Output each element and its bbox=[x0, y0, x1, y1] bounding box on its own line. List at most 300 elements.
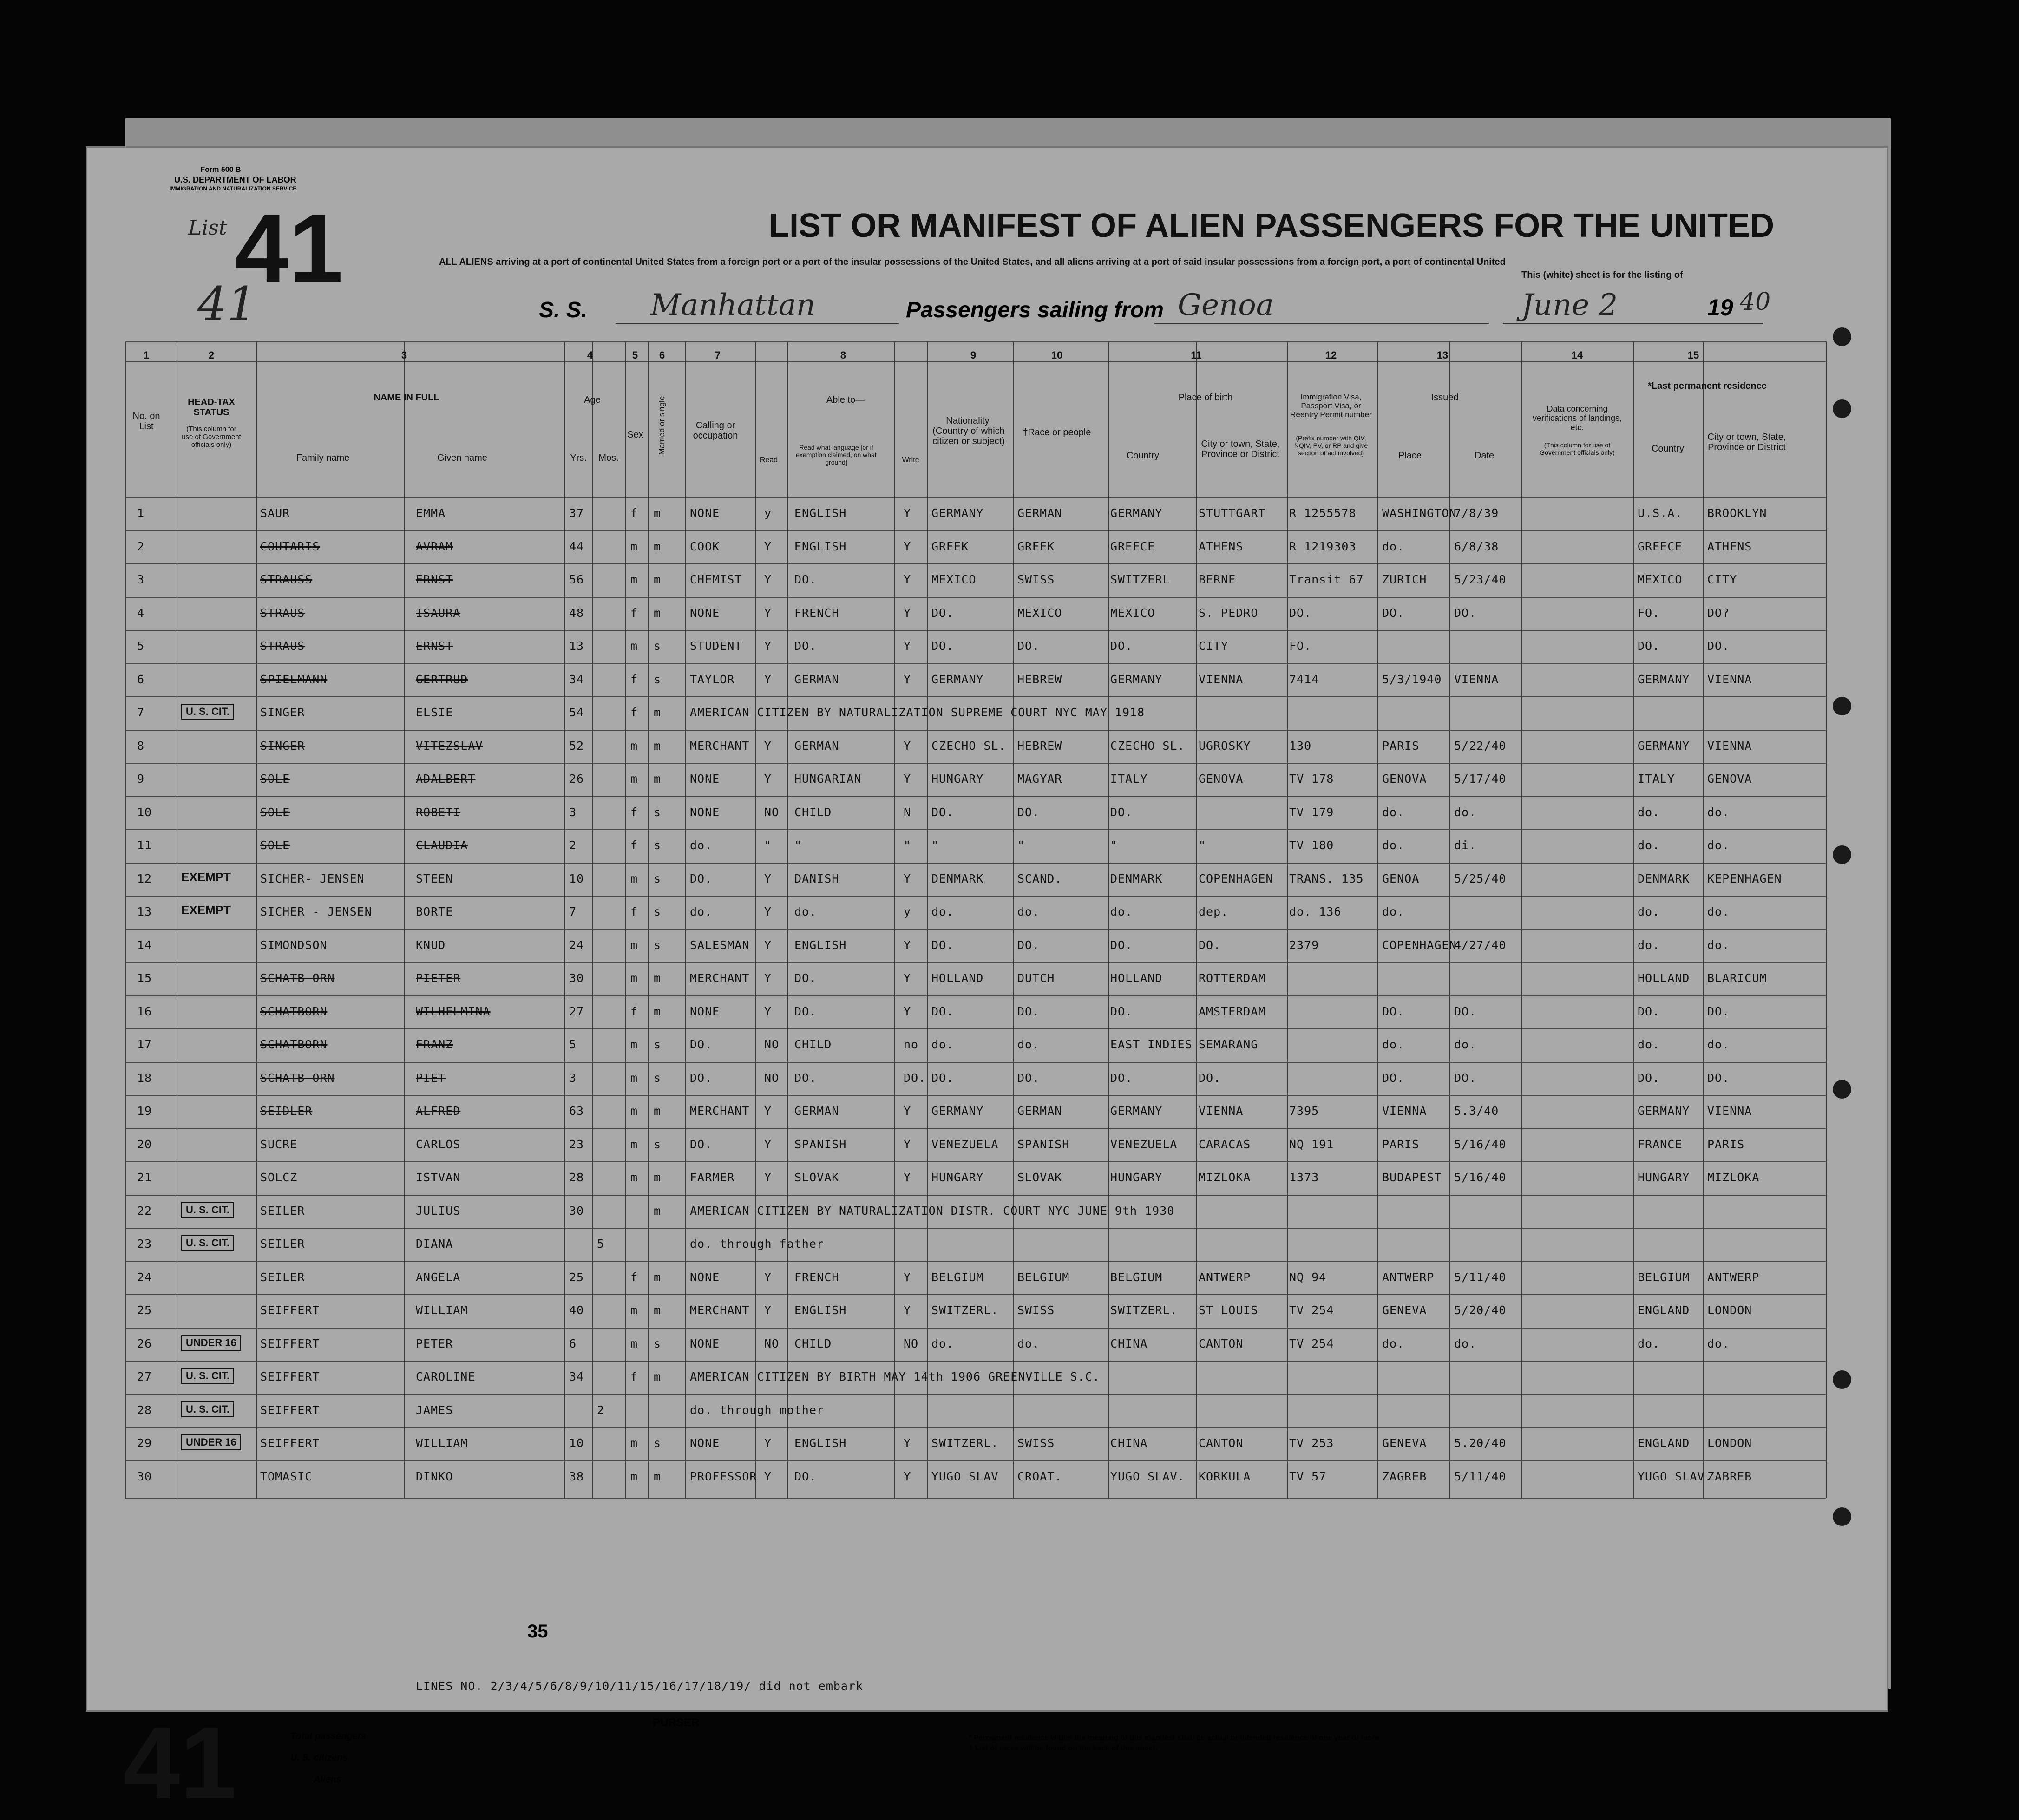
col-number: 3 bbox=[401, 349, 407, 361]
cell-rc: MEXICO bbox=[1638, 573, 1683, 586]
cell-race: SLOVAK bbox=[1017, 1171, 1062, 1184]
cell-visa: TV 254 bbox=[1289, 1336, 1334, 1350]
cell-given: ISAURA bbox=[416, 606, 461, 620]
cell-sex: m bbox=[630, 1469, 638, 1483]
cell-sex: m bbox=[630, 739, 638, 753]
cell-read: NO bbox=[764, 1336, 780, 1350]
cell-bcity: GENOVA bbox=[1199, 772, 1244, 786]
cell-occ: NONE bbox=[690, 1004, 720, 1018]
row-number: 28 bbox=[137, 1403, 152, 1417]
cell-occ: AMERICAN CITIZEN BY NATURALIZATION SUPREME COURT NYC MAY 1918 bbox=[690, 706, 1145, 719]
cell-given: DINKO bbox=[416, 1469, 453, 1483]
cell-yrs: 28 bbox=[569, 1171, 584, 1184]
cell-lang: CHILD bbox=[794, 805, 832, 819]
hdr-birth-city: City or town, State, Province or District bbox=[1201, 439, 1280, 459]
cell-race: DUTCH bbox=[1017, 971, 1055, 985]
punch-hole bbox=[1833, 1080, 1851, 1099]
grid-line bbox=[125, 696, 1826, 697]
cell-rcity: PARIS bbox=[1707, 1137, 1745, 1151]
cell-visa: TRANS. 135 bbox=[1289, 871, 1364, 885]
cell-sex: m bbox=[630, 1038, 638, 1051]
cell-fam: SOLE bbox=[260, 838, 290, 852]
cell-bc: BELGIUM bbox=[1110, 1270, 1163, 1284]
cell-bcity: BERNE bbox=[1199, 573, 1236, 586]
cell-fam: SCHATBORN bbox=[260, 1004, 328, 1018]
cell-lang: ENGLISH bbox=[794, 1436, 847, 1450]
cell-occ: DO. bbox=[690, 1038, 713, 1051]
grid-line bbox=[1108, 341, 1109, 1498]
cell-iplace: ZURICH bbox=[1382, 573, 1427, 586]
head-tax-status-stamp: U. S. CIT. bbox=[181, 1401, 234, 1417]
cell-nat: SWITZERL. bbox=[931, 1303, 999, 1317]
cell-bc: GERMANY bbox=[1110, 506, 1163, 520]
cell-write: " bbox=[904, 838, 911, 852]
col-number: 12 bbox=[1325, 349, 1337, 361]
cell-ms: s bbox=[654, 672, 662, 686]
cell-ms: s bbox=[654, 905, 662, 918]
grid-line bbox=[125, 1028, 1826, 1029]
cell-sex: f bbox=[630, 1370, 638, 1383]
cell-rc: do. bbox=[1638, 838, 1660, 852]
cell-rc: ENGLAND bbox=[1638, 1303, 1690, 1317]
cell-iplace: do. bbox=[1382, 805, 1405, 819]
ship-underline bbox=[616, 323, 899, 324]
hdr-married: Married or single bbox=[657, 396, 666, 455]
cell-idate: do. bbox=[1454, 805, 1477, 819]
cell-given: DIANA bbox=[416, 1237, 453, 1250]
cell-read: Y bbox=[764, 539, 772, 553]
list-number: 41 bbox=[235, 194, 343, 303]
cell-bcity: VIENNA bbox=[1199, 1104, 1244, 1118]
cell-lang: FRENCH bbox=[794, 1270, 839, 1284]
cell-given: CLAUDIA bbox=[416, 838, 468, 852]
cell-given: PIETER bbox=[416, 971, 461, 985]
cell-race: do. bbox=[1017, 905, 1040, 918]
cell-rc: do. bbox=[1638, 805, 1660, 819]
cell-lang: DANISH bbox=[794, 871, 839, 885]
grid-line bbox=[1287, 341, 1288, 1498]
cell-nat: DO. bbox=[931, 938, 954, 952]
cell-rcity: VIENNA bbox=[1707, 672, 1752, 686]
cell-bcity: AMSTERDAM bbox=[1199, 1004, 1266, 1018]
row-number: 24 bbox=[137, 1270, 152, 1284]
cell-write: Y bbox=[904, 1303, 911, 1317]
cell-fam: COUTARIS bbox=[260, 539, 320, 553]
cell-visa: NQ 191 bbox=[1289, 1137, 1334, 1151]
cell-write: y bbox=[904, 905, 911, 918]
grid-line bbox=[1826, 341, 1827, 1498]
cell-sex: m bbox=[630, 1104, 638, 1118]
cell-bcity: ST LOUIS bbox=[1199, 1303, 1259, 1317]
cell-rc: GREECE bbox=[1638, 539, 1683, 553]
grid-line bbox=[125, 530, 1826, 531]
cell-read: Y bbox=[764, 905, 772, 918]
cell-yrs: 37 bbox=[569, 506, 584, 520]
cell-yrs: 27 bbox=[569, 1004, 584, 1018]
cell-fam: STRAUSS bbox=[260, 573, 313, 586]
cell-ms: m bbox=[654, 1303, 662, 1317]
cell-visa: R 1255578 bbox=[1289, 506, 1357, 520]
cell-visa: TV 179 bbox=[1289, 805, 1334, 819]
hdr-last-residence: *Last permanent residence bbox=[1648, 381, 1767, 391]
cell-idate: 5/25/40 bbox=[1454, 871, 1507, 885]
cell-visa: 1373 bbox=[1289, 1171, 1319, 1184]
cell-bcity: CARACAS bbox=[1199, 1137, 1251, 1151]
cell-occ: NONE bbox=[690, 506, 720, 520]
row-number: 2 bbox=[137, 539, 145, 553]
cell-given: GERTRUD bbox=[416, 672, 468, 686]
cell-nat: HUNGARY bbox=[931, 772, 984, 786]
cell-lang: DO. bbox=[794, 573, 817, 586]
cell-read: " bbox=[764, 838, 772, 852]
cell-sex: f bbox=[630, 838, 638, 852]
col-number: 1 bbox=[143, 349, 150, 361]
cell-rcity: DO. bbox=[1707, 1071, 1730, 1085]
head-tax-status-stamp: U. S. CIT. bbox=[181, 704, 234, 720]
cell-fam: SEILER bbox=[260, 1204, 305, 1218]
cell-nat: do. bbox=[931, 1038, 954, 1051]
row-number: 17 bbox=[137, 1038, 152, 1051]
cell-write: Y bbox=[904, 1137, 911, 1151]
grid-line bbox=[125, 829, 1826, 830]
cell-yrs: 63 bbox=[569, 1104, 584, 1118]
cell-occ: AMERICAN CITIZEN BY NATURALIZATION DISTR. COURT NYC JUNE 9th 1930 bbox=[690, 1204, 1175, 1218]
cell-yrs: 30 bbox=[569, 1204, 584, 1218]
cell-race: GERMAN bbox=[1017, 1104, 1062, 1118]
hdr-family-name: Family name bbox=[296, 453, 350, 463]
grid-line bbox=[256, 341, 257, 1498]
col-number: 14 bbox=[1571, 349, 1583, 361]
cell-bcity: dep. bbox=[1199, 905, 1229, 918]
cell-idate: 4/27/40 bbox=[1454, 938, 1507, 952]
grid-line bbox=[125, 796, 1826, 797]
cell-ms: m bbox=[654, 971, 662, 985]
cell-fam: STRAUS bbox=[260, 606, 305, 620]
cell-sex: f bbox=[630, 805, 638, 819]
cell-ms: m bbox=[654, 573, 662, 586]
cell-given: WILHELMINA bbox=[416, 1004, 491, 1018]
cell-ms: m bbox=[654, 539, 662, 553]
row-number: 30 bbox=[137, 1469, 152, 1483]
cell-given: CARLOS bbox=[416, 1137, 461, 1151]
cell-fam: SPIELMANN bbox=[260, 672, 328, 686]
hdr-verifications: Data concerning verifications of landings, etc. bbox=[1532, 404, 1622, 432]
cell-idate: 5/11/40 bbox=[1454, 1469, 1507, 1483]
manifest-sheet bbox=[86, 146, 1888, 1820]
grid-line bbox=[125, 1261, 1826, 1262]
cell-fam: SEIDLER bbox=[260, 1104, 313, 1118]
cell-sex: m bbox=[630, 1171, 638, 1184]
cell-given: EMMA bbox=[416, 506, 446, 520]
row-number: 7 bbox=[137, 706, 145, 719]
cell-iplace: do. bbox=[1382, 905, 1405, 918]
cell-fam: SUCRE bbox=[260, 1137, 298, 1151]
hdr-head-tax: HEAD-TAX STATUS bbox=[188, 397, 235, 418]
cell-iplace: GENOA bbox=[1382, 871, 1420, 885]
row-number: 25 bbox=[137, 1303, 152, 1317]
grid-line bbox=[125, 1361, 1826, 1362]
cell-ms: s bbox=[654, 1336, 662, 1350]
page-title: LIST OR MANIFEST OF ALIEN PASSENGERS FOR THE UNITED bbox=[769, 207, 1775, 244]
cell-bc: DO. bbox=[1110, 1004, 1133, 1018]
hdr-head-tax-note: (This column for use of Government officials only) bbox=[182, 425, 241, 449]
row-number: 4 bbox=[137, 606, 145, 620]
grid-line bbox=[125, 1394, 1826, 1395]
cell-occ: COOK bbox=[690, 539, 720, 553]
cell-nat: " bbox=[931, 838, 939, 852]
hdr-able-to: Able to— bbox=[826, 395, 865, 405]
cell-idate: 5/22/40 bbox=[1454, 739, 1507, 753]
cell-write: Y bbox=[904, 1171, 911, 1184]
head-tax-status-stamp: U. S. CIT. bbox=[181, 1235, 234, 1251]
cell-given: ADALBERT bbox=[416, 772, 476, 786]
cell-lang: CHILD bbox=[794, 1336, 832, 1350]
row-number: 20 bbox=[137, 1137, 152, 1151]
cell-race: do. bbox=[1017, 1038, 1040, 1051]
cell-bc: YUGO SLAV. bbox=[1110, 1469, 1185, 1483]
cell-sex: m bbox=[630, 573, 638, 586]
hdr-read-language: Read what language [or if exemption claimed, on what ground] bbox=[796, 444, 877, 466]
cell-read: Y bbox=[764, 672, 772, 686]
cell-bc: GERMANY bbox=[1110, 672, 1163, 686]
cell-occ: AMERICAN CITIZEN BY BIRTH MAY 14th 1906 GREENVILLE S.C. bbox=[690, 1370, 1100, 1383]
cell-race: DO. bbox=[1017, 1071, 1040, 1085]
cell-ms: m bbox=[654, 1270, 662, 1284]
cell-iplace: do. bbox=[1382, 838, 1405, 852]
cell-yrs: 54 bbox=[569, 706, 584, 719]
cell-fam: TOMASIC bbox=[260, 1469, 313, 1483]
col-number: 5 bbox=[632, 349, 638, 361]
cell-given: PETER bbox=[416, 1336, 453, 1350]
row-number: 13 bbox=[137, 905, 152, 918]
cell-race: SWISS bbox=[1017, 1436, 1055, 1450]
cell-occ: MERCHANT bbox=[690, 1104, 750, 1118]
cell-yrs: 5 bbox=[569, 1038, 577, 1051]
cell-given: ROBETI bbox=[416, 805, 461, 819]
cell-fam: SEIFFERT bbox=[260, 1336, 320, 1350]
cell-lang: FRENCH bbox=[794, 606, 839, 620]
cell-race: HEBREW bbox=[1017, 672, 1062, 686]
cell-sex: m bbox=[630, 1303, 638, 1317]
cell-occ: FARMER bbox=[690, 1171, 735, 1184]
grid-line bbox=[125, 1294, 1826, 1295]
cell-fam: SEILER bbox=[260, 1270, 305, 1284]
grid-line bbox=[125, 1195, 1826, 1196]
cell-fam: STRAUS bbox=[260, 639, 305, 653]
cell-rcity: do. bbox=[1707, 938, 1730, 952]
cell-ms: m bbox=[654, 739, 662, 753]
grid-line bbox=[1521, 341, 1522, 1498]
hdr-birth-country: Country bbox=[1126, 451, 1160, 461]
cell-occ: MERCHANT bbox=[690, 971, 750, 985]
cell-bc: DO. bbox=[1110, 1071, 1133, 1085]
cell-read: Y bbox=[764, 1303, 772, 1317]
cell-fam: SOLCZ bbox=[260, 1171, 298, 1184]
cell-ms: m bbox=[654, 606, 662, 620]
cell-nat: DENMARK bbox=[931, 871, 984, 885]
cell-fam: SICHER - JENSEN bbox=[260, 905, 372, 918]
cell-bcity: CITY bbox=[1199, 639, 1229, 653]
cell-bcity: S. PEDRO bbox=[1199, 606, 1259, 620]
grid-line bbox=[125, 1498, 1826, 1499]
head-tax-status-stamp: U. S. CIT. bbox=[181, 1202, 234, 1218]
hdr-name-in-full: NAME IN FULL bbox=[374, 393, 439, 403]
cell-iplace: BUDAPEST bbox=[1382, 1171, 1442, 1184]
cell-lang: CHILD bbox=[794, 1038, 832, 1051]
cell-nat: DO. bbox=[931, 606, 954, 620]
cell-idate: DO. bbox=[1454, 1071, 1477, 1085]
cell-yrs: 34 bbox=[569, 672, 584, 686]
cell-write: Y bbox=[904, 672, 911, 686]
cell-ms: m bbox=[654, 1204, 662, 1218]
cell-idate: do. bbox=[1454, 1336, 1477, 1350]
cell-race: DO. bbox=[1017, 938, 1040, 952]
cell-occ: DO. bbox=[690, 1137, 713, 1151]
cell-bc: CHINA bbox=[1110, 1336, 1148, 1350]
hdr-race: †Race or people bbox=[1023, 427, 1091, 438]
cell-occ: NONE bbox=[690, 1336, 720, 1350]
grid-line bbox=[404, 341, 405, 1498]
cell-visa: R 1219303 bbox=[1289, 539, 1357, 553]
cell-race: MEXICO bbox=[1017, 606, 1062, 620]
aliens-label: Aliens bbox=[314, 1774, 342, 1785]
cell-rc: ITALY bbox=[1638, 772, 1675, 786]
cell-visa: 7414 bbox=[1289, 672, 1319, 686]
cell-occ: do. through father bbox=[690, 1237, 824, 1250]
hdr-issued-place: Place bbox=[1398, 451, 1422, 461]
hdr-verifications-note: (This column for use of Government officials only) bbox=[1540, 441, 1615, 456]
cell-rcity: DO? bbox=[1707, 606, 1730, 620]
hdr-nationality: Nationality. (Country of which citizen or subject) bbox=[932, 416, 1005, 446]
grid-line bbox=[125, 497, 1826, 498]
cell-iplace: do. bbox=[1382, 1038, 1405, 1051]
cell-bc: CHINA bbox=[1110, 1436, 1148, 1450]
cell-bc: do. bbox=[1110, 905, 1133, 918]
col-number: 4 bbox=[587, 349, 593, 361]
cell-nat: MEXICO bbox=[931, 573, 977, 586]
grid-line bbox=[755, 341, 756, 1498]
cell-lang: SPANISH bbox=[794, 1137, 847, 1151]
cell-write: Y bbox=[904, 971, 911, 985]
row-number: 6 bbox=[137, 672, 145, 686]
cell-rc: do. bbox=[1638, 905, 1660, 918]
cell-yrs: 13 bbox=[569, 639, 584, 653]
cell-idate: 5/16/40 bbox=[1454, 1137, 1507, 1151]
cell-fam: SAUR bbox=[260, 506, 290, 520]
cell-fam: SEIFFERT bbox=[260, 1303, 320, 1317]
hdr-no-on-list: No. on List bbox=[132, 411, 160, 432]
cell-given: ALFRED bbox=[416, 1104, 461, 1118]
cell-rcity: GENOVA bbox=[1707, 772, 1752, 786]
cell-ms: s bbox=[654, 1071, 662, 1085]
grid-line bbox=[125, 563, 1826, 564]
footnote-residence: * Permanent residence within the meaning of this manifest shall be actual or intended residence of one year or more. bbox=[969, 1734, 1382, 1742]
cell-write: Y bbox=[904, 938, 911, 952]
punch-hole bbox=[1833, 697, 1851, 715]
cell-idate: 5.3/40 bbox=[1454, 1104, 1499, 1118]
cell-write: Y bbox=[904, 1104, 911, 1118]
grid-line bbox=[125, 1228, 1826, 1229]
cell-visa: Transit 67 bbox=[1289, 573, 1364, 586]
col-number: 2 bbox=[208, 349, 215, 361]
cell-race: BELGIUM bbox=[1017, 1270, 1070, 1284]
cell-occ: PROFESSOR bbox=[690, 1469, 757, 1483]
cell-read: Y bbox=[764, 606, 772, 620]
head-tax-status-stamp: EXEMPT bbox=[181, 870, 231, 884]
row-number: 10 bbox=[137, 805, 152, 819]
cell-rc: HOLLAND bbox=[1638, 971, 1690, 985]
cell-fam: SIMONDSON bbox=[260, 938, 328, 952]
cell-fam: SOLE bbox=[260, 772, 290, 786]
cell-rc: U.S.A. bbox=[1638, 506, 1683, 520]
cell-rcity: do. bbox=[1707, 905, 1730, 918]
cell-rc: DENMARK bbox=[1638, 871, 1690, 885]
cell-iplace: PARIS bbox=[1382, 739, 1420, 753]
cell-visa: 7395 bbox=[1289, 1104, 1319, 1118]
cell-race: HEBREW bbox=[1017, 739, 1062, 753]
cell-visa: TV 180 bbox=[1289, 838, 1334, 852]
cell-write: Y bbox=[904, 1270, 911, 1284]
grid-line bbox=[787, 341, 788, 1498]
cell-given: CAROLINE bbox=[416, 1370, 476, 1383]
cell-given: PIET bbox=[416, 1071, 446, 1085]
hdr-sex: Sex bbox=[627, 430, 643, 440]
cell-lang: ENGLISH bbox=[794, 1303, 847, 1317]
col-number: 8 bbox=[840, 349, 846, 361]
row-number: 27 bbox=[137, 1370, 152, 1383]
cell-given: JULIUS bbox=[416, 1204, 461, 1218]
cell-nat: GERMANY bbox=[931, 672, 984, 686]
cell-bcity: DO. bbox=[1199, 938, 1221, 952]
cell-rcity: do. bbox=[1707, 805, 1730, 819]
cell-read: Y bbox=[764, 1137, 772, 1151]
cell-mos: 2 bbox=[597, 1403, 605, 1417]
cell-sex: m bbox=[630, 938, 638, 952]
cell-ms: s bbox=[654, 871, 662, 885]
cell-write: NO bbox=[904, 1336, 919, 1350]
cell-fam: SCHATB ORN bbox=[260, 971, 335, 985]
col-number: 13 bbox=[1436, 349, 1449, 361]
cell-fam: SINGER bbox=[260, 706, 305, 719]
cell-nat: YUGO SLAV bbox=[931, 1469, 999, 1483]
grid-line bbox=[1633, 341, 1634, 1498]
cell-fam: SEIFFERT bbox=[260, 1436, 320, 1450]
cell-lang: DO. bbox=[794, 1071, 817, 1085]
cell-read: Y bbox=[764, 938, 772, 952]
hdr-age: Age bbox=[584, 395, 601, 405]
cell-rcity: do. bbox=[1707, 838, 1730, 852]
cell-occ: TAYLOR bbox=[690, 672, 735, 686]
cell-iplace: 5/3/1940 bbox=[1382, 672, 1442, 686]
cell-ms: s bbox=[654, 1137, 662, 1151]
lines-note: LINES NO. 2/3/4/5/6/8/9/10/11/15/16/17/18/19/ did not embark bbox=[416, 1679, 864, 1693]
cell-fam: SEILER bbox=[260, 1237, 305, 1250]
cell-rcity: LONDON bbox=[1707, 1303, 1752, 1317]
row-number: 5 bbox=[137, 639, 145, 653]
cell-occ: NONE bbox=[690, 772, 720, 786]
hdr-calling: Calling or occupation bbox=[693, 420, 738, 441]
cell-iplace: GENOVA bbox=[1382, 772, 1427, 786]
cell-sex: m bbox=[630, 539, 638, 553]
col-number: 15 bbox=[1687, 349, 1699, 361]
cell-visa: TV 57 bbox=[1289, 1469, 1327, 1483]
cell-idate: 5/20/40 bbox=[1454, 1303, 1507, 1317]
cell-ms: s bbox=[654, 838, 662, 852]
grid-line bbox=[125, 1460, 1826, 1461]
cell-idate: DO. bbox=[1454, 1004, 1477, 1018]
cell-write: Y bbox=[904, 539, 911, 553]
cell-write: Y bbox=[904, 639, 911, 653]
